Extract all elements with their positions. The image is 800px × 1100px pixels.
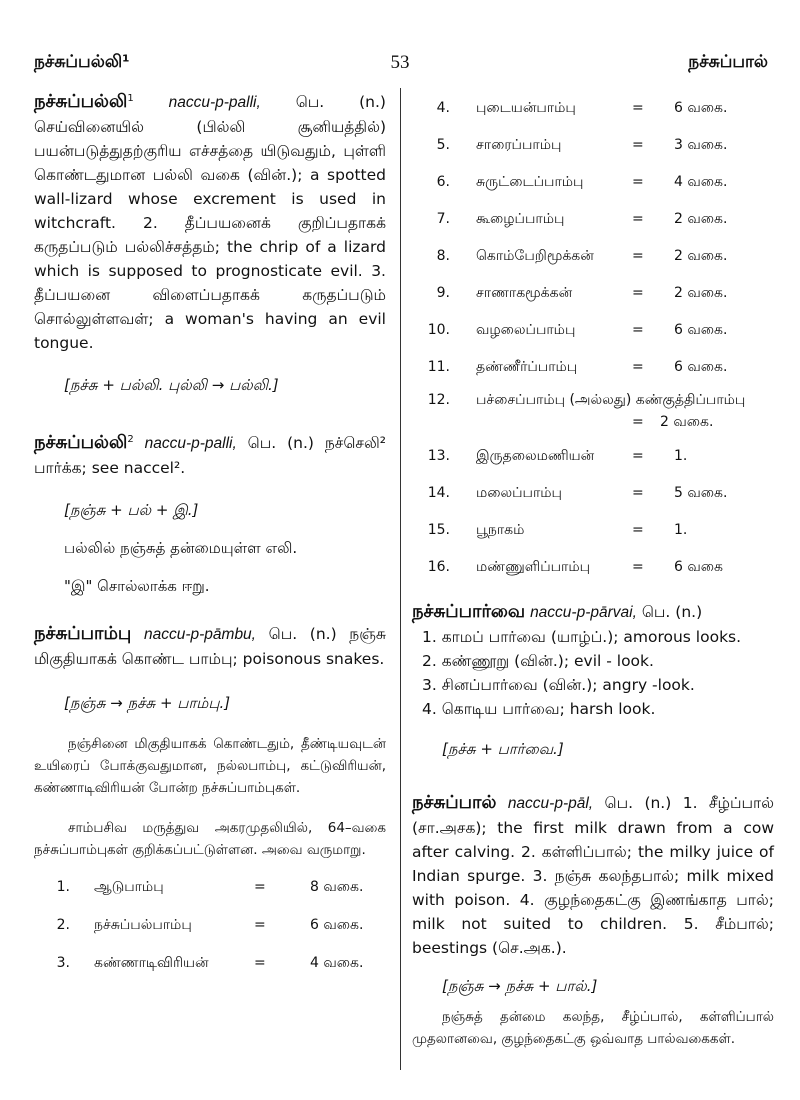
item-number: 1.: [56, 879, 70, 895]
sense: 3. சினப்பார்வை (வின்.); angry -look.: [422, 676, 695, 694]
equals-sign: =: [632, 485, 644, 501]
item-number: 15.: [427, 522, 450, 538]
homograph-number: 2: [127, 433, 134, 445]
item-number: 7.: [436, 211, 450, 227]
item-name: வழலைப்பாம்பு: [476, 322, 576, 338]
entry-text: [412, 791, 774, 960]
list-item: [34, 869, 386, 907]
list-item: [412, 277, 774, 314]
item-number: 10.: [427, 322, 450, 338]
item-name: தண்ணீர்ப்பாம்பு: [476, 359, 578, 375]
entry-nachuppalli-1: [34, 90, 386, 397]
definition: நஞ்சு மிகுதியாகக் கொண்ட பாம்பு; poisonous snakes.: [34, 625, 386, 668]
snake-list: [34, 869, 386, 983]
left-column: [34, 90, 386, 983]
item-count: 6 வகை: [674, 559, 723, 575]
item-name: மண்ணுளிப்பாம்பு: [476, 559, 591, 575]
item-name: நச்சுப்பல்பாம்பு: [94, 917, 192, 933]
equals-sign: =: [632, 211, 644, 227]
entry-text: [34, 90, 386, 355]
item-count: 1.: [674, 448, 688, 464]
item-name: சுருட்டைப்பாம்பு: [476, 174, 584, 190]
entry-nachuppaarvai: [412, 600, 774, 761]
description-paragraph: நஞ்சினை மிகுதியாகக் கொண்டதும், தீண்டியவுடன் உயிரைப் போக்குவதுமான, நல்லபாம்பு, கட்டுவிரியன், கண்ணாடிவிரியன் போன்ற நச்சுப்பாம்புகள்.: [34, 736, 386, 796]
etymology: [நஞ்சு → நச்சு + பாம்பு.]: [64, 694, 231, 712]
list-item: [412, 351, 774, 388]
headword: நச்சுப்பாம்பு: [34, 623, 132, 644]
entry-text: [34, 431, 386, 480]
list-item: [412, 240, 774, 277]
list-item: [412, 477, 774, 514]
equals-sign: =: [632, 285, 644, 301]
item-number: 5.: [436, 137, 450, 153]
item-name: கூழைப்பாம்பு: [476, 211, 565, 227]
item-number: 11.: [427, 359, 450, 375]
item-number: 9.: [436, 285, 450, 301]
homograph-number: 1: [127, 92, 134, 104]
entry-text: [412, 600, 774, 625]
item-number: 2.: [56, 917, 70, 933]
entry-nachuppaal: [412, 791, 774, 1050]
list-item: [412, 514, 774, 551]
item-count: 4 வகை.: [674, 174, 728, 190]
sense: 1. காமப் பார்வை (யாழ்ப்.); amorous looks.: [422, 628, 742, 646]
item-number: 4.: [436, 100, 450, 116]
definition: நச்செலி² பார்க்க; see naccel².: [34, 434, 386, 477]
equals-sign: =: [632, 174, 644, 190]
running-headword-right: நச்சுப்பால்: [688, 52, 768, 72]
part-of-speech: பெ. (n.): [268, 625, 337, 643]
list-item: [412, 166, 774, 203]
running-headword-left: நச்சுப்பல்லி¹: [34, 52, 130, 72]
entry-nachuppalli-2: [34, 431, 386, 598]
item-name: சாரைப்பாம்பு: [476, 137, 562, 153]
item-name: கண்ணாடிவிரியன்: [94, 955, 209, 971]
description-paragraph: நஞ்சுத் தன்மை கலந்த, சீழ்ப்பால், கள்ளிப்பால் முதலானவை, குழந்தைகட்கு ஒவ்வாத பால்வகைகள்.: [412, 1009, 774, 1047]
item-count: 4 வகை.: [310, 955, 364, 971]
equals-sign: =: [632, 414, 644, 430]
equals-sign: =: [254, 917, 266, 933]
sense: 2. கண்ணூறு (வின்.); evil - look.: [422, 652, 654, 670]
item-count: 6 வகை.: [674, 322, 728, 338]
entry-text: [34, 622, 386, 671]
item-count: 2 வகை.: [674, 285, 728, 301]
item-count: 2 வகை.: [660, 414, 714, 430]
equals-sign: =: [632, 359, 644, 375]
etymology: [நஞ்சு + பல் + இ.]: [64, 501, 199, 519]
etymology-note: பல்லில் நஞ்சுத் தன்மையுள்ள எலி.: [64, 539, 298, 557]
list-item: [412, 314, 774, 351]
equals-sign: =: [632, 100, 644, 116]
headword: நச்சுப்பால்: [412, 792, 497, 813]
list-item: [412, 440, 774, 477]
item-name: இருதலைமணியன்: [476, 448, 595, 464]
item-count: 6 வகை.: [674, 359, 728, 375]
item-count: 6 வகை.: [310, 917, 364, 933]
item-name: பூநாகம்: [476, 522, 525, 538]
sense: 4. கொடிய பார்வை; harsh look.: [422, 700, 656, 718]
item-number: 6.: [436, 174, 450, 190]
definition: செய்வினையில் (பில்லி சூனியத்தில்) பயன்படுத்துதற்குரிய எச்சத்தை யிடுவதும், புள்ளி கொண்டதுமான பல்லி வகை (வின்.); a spotted wall-lizard whose excrement is used in witchcraft. 2. தீப்பயனைக் குறிப்பதாகக் கருதப்படும் பல்லிச்சத்தம்; the chrip of a lizard which is supposed to prognosticate evil. 3. தீப்பயனை விளைப்பதாகக் கருதப்படும் சொல்லுள்ளவள்; a woman's having an evil tongue.: [34, 118, 386, 352]
item-count: 5 வகை.: [674, 485, 728, 501]
right-column: [412, 92, 774, 1050]
list-item: [34, 907, 386, 945]
headword: நச்சுப்பல்லி: [34, 91, 128, 112]
transliteration: naccu-p-palli,: [168, 94, 261, 111]
item-number: 8.: [436, 248, 450, 264]
etymology-note: "இ" சொல்லாக்க ஈறு.: [64, 577, 210, 595]
item-count: 2 வகை.: [674, 211, 728, 227]
item-name: மலைப்பாம்பு: [476, 485, 562, 501]
entry-nachuppaambu: [34, 622, 386, 861]
equals-sign: =: [632, 559, 644, 575]
part-of-speech: பெ. (n.): [295, 93, 386, 111]
item-name: பச்சைப்பாம்பு (அல்லது) கண்குத்திப்பாம்பு: [476, 392, 746, 408]
item-count: 8 வகை.: [310, 879, 364, 895]
transliteration: naccu-p-pārvai,: [530, 604, 637, 621]
page-number: 53: [390, 52, 410, 73]
item-number: 3.: [56, 955, 70, 971]
equals-sign: =: [632, 448, 644, 464]
item-name: புடையன்பாம்பு: [476, 100, 576, 116]
item-name: சாணாகமூக்கன்: [476, 285, 573, 301]
headword: நச்சுப்பார்வை: [412, 601, 526, 622]
etymology: [நச்சு + பார்வை.]: [442, 740, 564, 758]
item-number: 12.: [427, 392, 450, 408]
etymology: [நச்சு + பல்லி. புல்லி → பல்லி.]: [64, 376, 279, 394]
transliteration: naccu-p-pāl,: [507, 795, 594, 812]
item-name: கொம்பேறிமூக்கன்: [476, 248, 594, 264]
etymology: [நஞ்சு → நச்சு + பால்.]: [442, 977, 598, 995]
item-number: 14.: [427, 485, 450, 501]
equals-sign: =: [632, 322, 644, 338]
equals-sign: =: [254, 879, 266, 895]
item-count: 1.: [674, 522, 688, 538]
item-count: 6 வகை.: [674, 100, 728, 116]
list-item: [412, 203, 774, 240]
list-item: [412, 92, 774, 129]
transliteration: naccu-p-palli,: [144, 435, 237, 452]
list-item: [412, 388, 774, 440]
equals-sign: =: [254, 955, 266, 971]
definition: 1. சீழ்ப்பால் (சா.அசக); the first milk drawn from a cow after calving. 2. கள்ளிப்பால்; the milky juice of Indian spurge. 3. நஞ்சு கலந்தபால்; milk mixed with poison. 4. குழந்தைகட்கு இணங்காத பால்; milk not suited to children. 5. சீம்பால்; beestings (செ.அக.).: [412, 794, 774, 957]
page-header: [0, 0, 800, 80]
equals-sign: =: [632, 137, 644, 153]
list-item: [34, 945, 386, 983]
list-item: [412, 551, 774, 588]
snake-list-continued: [412, 92, 774, 588]
item-number: 13.: [427, 448, 450, 464]
list-item: [412, 129, 774, 166]
part-of-speech: பெ. (n.): [641, 603, 703, 621]
item-count: 3 வகை.: [674, 137, 728, 153]
transliteration: naccu-p-pāmbu,: [143, 626, 256, 643]
item-name: ஆடுபாம்பு: [94, 879, 164, 895]
equals-sign: =: [632, 522, 644, 538]
item-count: 2 வகை.: [674, 248, 728, 264]
part-of-speech: பெ. (n.): [604, 794, 672, 812]
item-number: 16.: [427, 559, 450, 575]
description-paragraph: சாம்பசிவ மருத்துவ அகரமுதலியில், 64–வகை நச்சுப்பாம்புகள் குறிக்கப்பட்டுள்ளன. அவை வருமாறு.: [34, 820, 386, 858]
headword: நச்சுப்பல்லி: [34, 432, 128, 453]
column-divider: [400, 88, 401, 1070]
part-of-speech: பெ. (n.): [247, 434, 314, 452]
equals-sign: =: [632, 248, 644, 264]
